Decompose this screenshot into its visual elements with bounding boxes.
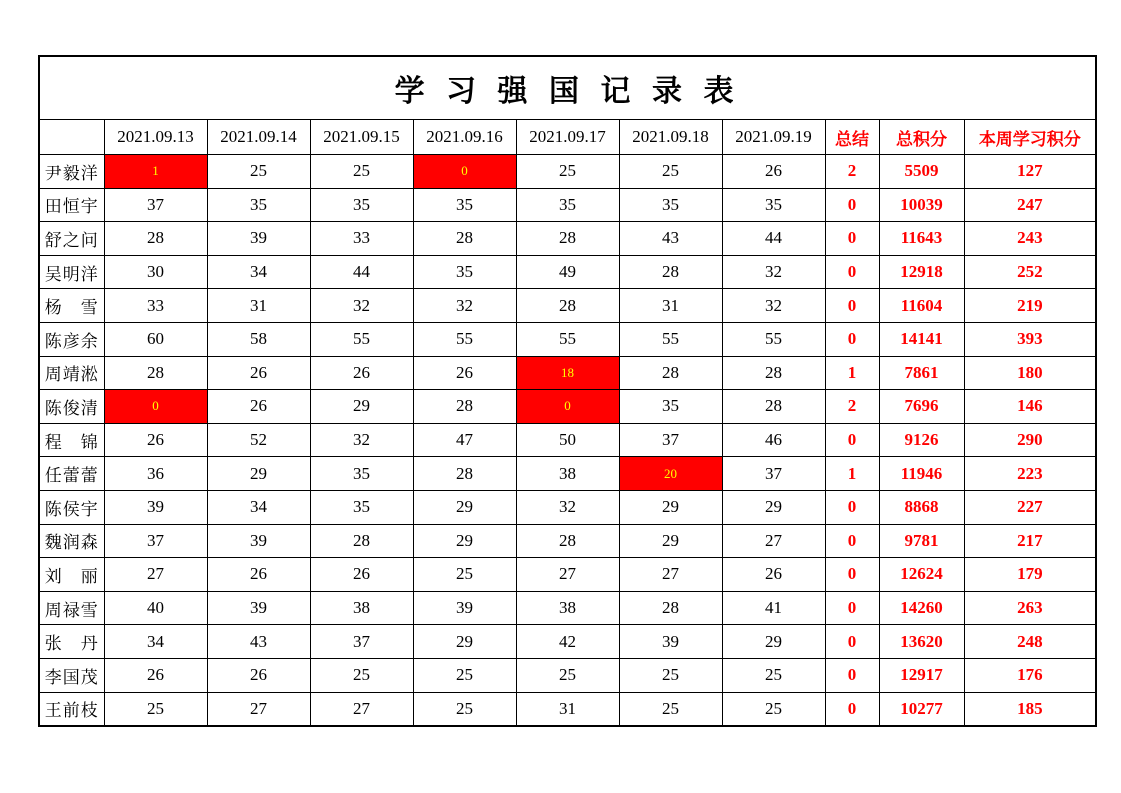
score-cell: 29 bbox=[413, 524, 516, 558]
total-points-value: 7861 bbox=[879, 356, 964, 390]
table-row bbox=[39, 390, 1096, 424]
table-row bbox=[39, 524, 1096, 558]
score-cell: 29 bbox=[413, 490, 516, 524]
week-points-value: 252 bbox=[964, 255, 1096, 289]
score-cell: 25 bbox=[722, 658, 825, 692]
person-name: 田恒宇 bbox=[39, 188, 104, 222]
table-row bbox=[39, 490, 1096, 524]
score-cell: 26 bbox=[104, 423, 207, 457]
score-cell: 26 bbox=[104, 658, 207, 692]
score-cell: 25 bbox=[516, 155, 619, 189]
score-cell: 27 bbox=[619, 558, 722, 592]
score-cell: 31 bbox=[619, 289, 722, 323]
score-cell: 39 bbox=[207, 591, 310, 625]
score-cell: 25 bbox=[207, 155, 310, 189]
score-cell: 35 bbox=[516, 188, 619, 222]
score-cell: 25 bbox=[619, 692, 722, 726]
score-cell: 50 bbox=[516, 423, 619, 457]
score-cell: 26 bbox=[722, 155, 825, 189]
score-cell: 35 bbox=[619, 188, 722, 222]
score-cell-highlighted: 20 bbox=[619, 457, 722, 491]
score-cell: 28 bbox=[619, 591, 722, 625]
score-cell: 25 bbox=[619, 155, 722, 189]
week-points-value: 176 bbox=[964, 658, 1096, 692]
table-row bbox=[39, 255, 1096, 289]
person-name: 王前枝 bbox=[39, 692, 104, 726]
score-cell: 34 bbox=[207, 490, 310, 524]
person-name: 陈侯宇 bbox=[39, 490, 104, 524]
summary-value: 0 bbox=[825, 558, 879, 592]
study-record-table bbox=[38, 55, 1097, 727]
score-cell: 32 bbox=[722, 255, 825, 289]
total-points-value: 10277 bbox=[879, 692, 964, 726]
date-header: 2021.09.15 bbox=[310, 120, 413, 155]
score-cell: 55 bbox=[619, 322, 722, 356]
score-cell: 37 bbox=[619, 423, 722, 457]
score-cell-highlighted: 0 bbox=[413, 155, 516, 189]
score-cell: 33 bbox=[310, 222, 413, 256]
score-cell: 27 bbox=[516, 558, 619, 592]
person-name: 陈俊清 bbox=[39, 390, 104, 424]
score-cell: 29 bbox=[619, 490, 722, 524]
table-row bbox=[39, 457, 1096, 491]
score-cell: 38 bbox=[310, 591, 413, 625]
score-cell: 25 bbox=[310, 658, 413, 692]
score-cell: 35 bbox=[310, 188, 413, 222]
score-cell: 25 bbox=[104, 692, 207, 726]
score-cell: 27 bbox=[310, 692, 413, 726]
summary-value: 2 bbox=[825, 155, 879, 189]
score-cell: 39 bbox=[619, 625, 722, 659]
table-row bbox=[39, 423, 1096, 457]
score-cell: 58 bbox=[207, 322, 310, 356]
score-cell: 55 bbox=[413, 322, 516, 356]
person-name: 李国茂 bbox=[39, 658, 104, 692]
summary-value: 2 bbox=[825, 390, 879, 424]
score-cell: 26 bbox=[207, 658, 310, 692]
score-cell: 55 bbox=[310, 322, 413, 356]
table-title: 学 习 强 国 记 录 表 bbox=[39, 56, 1096, 120]
week-points-value: 247 bbox=[964, 188, 1096, 222]
score-cell: 41 bbox=[722, 591, 825, 625]
score-cell: 25 bbox=[413, 692, 516, 726]
table-row bbox=[39, 289, 1096, 323]
score-cell: 40 bbox=[104, 591, 207, 625]
score-cell: 30 bbox=[104, 255, 207, 289]
score-cell: 29 bbox=[722, 490, 825, 524]
score-cell: 35 bbox=[413, 188, 516, 222]
person-name: 周靖淞 bbox=[39, 356, 104, 390]
summary-value: 0 bbox=[825, 658, 879, 692]
person-name: 刘 丽 bbox=[39, 558, 104, 592]
summary-value: 0 bbox=[825, 692, 879, 726]
summary-value: 0 bbox=[825, 423, 879, 457]
total-points-value: 9781 bbox=[879, 524, 964, 558]
date-header: 2021.09.19 bbox=[722, 120, 825, 155]
score-cell: 28 bbox=[516, 289, 619, 323]
score-cell: 42 bbox=[516, 625, 619, 659]
week-points-value: 393 bbox=[964, 322, 1096, 356]
summary-value: 0 bbox=[825, 322, 879, 356]
summary-value: 1 bbox=[825, 356, 879, 390]
score-cell: 37 bbox=[722, 457, 825, 491]
week-points-value: 223 bbox=[964, 457, 1096, 491]
total-points-value: 9126 bbox=[879, 423, 964, 457]
week-points-value: 290 bbox=[964, 423, 1096, 457]
score-cell: 27 bbox=[207, 692, 310, 726]
table-row bbox=[39, 692, 1096, 726]
score-cell: 28 bbox=[722, 390, 825, 424]
table-row bbox=[39, 188, 1096, 222]
score-cell: 28 bbox=[413, 222, 516, 256]
week-points-value: 217 bbox=[964, 524, 1096, 558]
score-cell: 37 bbox=[104, 188, 207, 222]
total-points-value: 7696 bbox=[879, 390, 964, 424]
score-cell: 28 bbox=[516, 524, 619, 558]
summary-value: 0 bbox=[825, 524, 879, 558]
table-row bbox=[39, 658, 1096, 692]
score-cell: 29 bbox=[310, 390, 413, 424]
person-name: 尹毅洋 bbox=[39, 155, 104, 189]
total-points-value: 10039 bbox=[879, 188, 964, 222]
score-cell: 32 bbox=[516, 490, 619, 524]
header-row bbox=[39, 120, 1096, 155]
score-cell: 55 bbox=[516, 322, 619, 356]
score-cell: 44 bbox=[722, 222, 825, 256]
total-points-value: 12917 bbox=[879, 658, 964, 692]
score-cell: 28 bbox=[413, 390, 516, 424]
score-cell: 32 bbox=[722, 289, 825, 323]
score-cell: 26 bbox=[207, 390, 310, 424]
score-cell: 26 bbox=[207, 356, 310, 390]
corner-cell bbox=[39, 120, 104, 155]
score-cell: 26 bbox=[310, 558, 413, 592]
title-row bbox=[39, 56, 1096, 120]
score-cell: 32 bbox=[310, 289, 413, 323]
date-header: 2021.09.17 bbox=[516, 120, 619, 155]
summary-value: 0 bbox=[825, 255, 879, 289]
table-body bbox=[39, 155, 1096, 727]
score-cell: 26 bbox=[310, 356, 413, 390]
total-points-value: 12918 bbox=[879, 255, 964, 289]
score-cell: 46 bbox=[722, 423, 825, 457]
summary-value: 0 bbox=[825, 625, 879, 659]
score-cell-highlighted: 1 bbox=[104, 155, 207, 189]
person-name: 任蕾蕾 bbox=[39, 457, 104, 491]
score-cell: 25 bbox=[722, 692, 825, 726]
week-points-value: 180 bbox=[964, 356, 1096, 390]
score-cell: 26 bbox=[722, 558, 825, 592]
score-cell: 31 bbox=[516, 692, 619, 726]
summary-value: 1 bbox=[825, 457, 879, 491]
summary-value: 0 bbox=[825, 289, 879, 323]
week-points-value: 219 bbox=[964, 289, 1096, 323]
summary-value: 0 bbox=[825, 490, 879, 524]
person-name: 魏润森 bbox=[39, 524, 104, 558]
score-cell: 29 bbox=[413, 625, 516, 659]
score-cell: 31 bbox=[207, 289, 310, 323]
score-cell: 47 bbox=[413, 423, 516, 457]
total-points-value: 5509 bbox=[879, 155, 964, 189]
total-points-value: 12624 bbox=[879, 558, 964, 592]
score-cell: 38 bbox=[516, 591, 619, 625]
date-header: 2021.09.16 bbox=[413, 120, 516, 155]
total-points-value: 8868 bbox=[879, 490, 964, 524]
score-cell: 25 bbox=[516, 658, 619, 692]
week-points-value: 179 bbox=[964, 558, 1096, 592]
score-cell: 28 bbox=[722, 356, 825, 390]
score-cell: 49 bbox=[516, 255, 619, 289]
week-points-value: 248 bbox=[964, 625, 1096, 659]
week-points-header: 本周学习积分 bbox=[964, 120, 1096, 155]
score-cell: 39 bbox=[104, 490, 207, 524]
score-cell: 35 bbox=[722, 188, 825, 222]
score-cell: 26 bbox=[413, 356, 516, 390]
score-cell: 26 bbox=[207, 558, 310, 592]
score-cell: 25 bbox=[413, 558, 516, 592]
score-cell: 35 bbox=[413, 255, 516, 289]
summary-value: 0 bbox=[825, 222, 879, 256]
date-header: 2021.09.14 bbox=[207, 120, 310, 155]
score-cell: 27 bbox=[722, 524, 825, 558]
score-cell: 32 bbox=[413, 289, 516, 323]
score-cell: 35 bbox=[310, 490, 413, 524]
score-cell-highlighted: 18 bbox=[516, 356, 619, 390]
week-points-value: 146 bbox=[964, 390, 1096, 424]
week-points-value: 185 bbox=[964, 692, 1096, 726]
table-row bbox=[39, 222, 1096, 256]
score-cell: 43 bbox=[619, 222, 722, 256]
score-cell: 27 bbox=[104, 558, 207, 592]
week-points-value: 227 bbox=[964, 490, 1096, 524]
table-row bbox=[39, 322, 1096, 356]
person-name: 周禄雪 bbox=[39, 591, 104, 625]
table-row bbox=[39, 591, 1096, 625]
person-name: 杨 雪 bbox=[39, 289, 104, 323]
date-header: 2021.09.18 bbox=[619, 120, 722, 155]
week-points-value: 243 bbox=[964, 222, 1096, 256]
score-cell: 25 bbox=[619, 658, 722, 692]
total-points-value: 14141 bbox=[879, 322, 964, 356]
score-cell: 34 bbox=[104, 625, 207, 659]
score-cell: 29 bbox=[722, 625, 825, 659]
score-cell: 28 bbox=[310, 524, 413, 558]
week-points-value: 263 bbox=[964, 591, 1096, 625]
score-cell: 35 bbox=[619, 390, 722, 424]
score-cell: 37 bbox=[104, 524, 207, 558]
score-cell: 29 bbox=[619, 524, 722, 558]
total-points-value: 14260 bbox=[879, 591, 964, 625]
score-cell: 28 bbox=[619, 255, 722, 289]
score-cell: 25 bbox=[413, 658, 516, 692]
table-row bbox=[39, 558, 1096, 592]
person-name: 舒之问 bbox=[39, 222, 104, 256]
score-cell: 35 bbox=[207, 188, 310, 222]
score-cell: 36 bbox=[104, 457, 207, 491]
table-row bbox=[39, 625, 1096, 659]
total-points-value: 11604 bbox=[879, 289, 964, 323]
table-row bbox=[39, 155, 1096, 189]
score-cell: 28 bbox=[516, 222, 619, 256]
score-cell: 28 bbox=[413, 457, 516, 491]
table-row bbox=[39, 356, 1096, 390]
score-cell: 28 bbox=[104, 222, 207, 256]
score-cell: 33 bbox=[104, 289, 207, 323]
score-cell: 55 bbox=[722, 322, 825, 356]
score-cell-highlighted: 0 bbox=[104, 390, 207, 424]
total-points-value: 11643 bbox=[879, 222, 964, 256]
score-cell: 38 bbox=[516, 457, 619, 491]
score-cell: 44 bbox=[310, 255, 413, 289]
date-header: 2021.09.13 bbox=[104, 120, 207, 155]
score-cell: 60 bbox=[104, 322, 207, 356]
score-cell: 39 bbox=[207, 222, 310, 256]
total-points-header: 总积分 bbox=[879, 120, 964, 155]
person-name: 张 丹 bbox=[39, 625, 104, 659]
score-cell: 52 bbox=[207, 423, 310, 457]
summary-value: 0 bbox=[825, 188, 879, 222]
score-cell: 43 bbox=[207, 625, 310, 659]
summary-header: 总结 bbox=[825, 120, 879, 155]
total-points-value: 13620 bbox=[879, 625, 964, 659]
score-cell: 35 bbox=[310, 457, 413, 491]
week-points-value: 127 bbox=[964, 155, 1096, 189]
score-cell: 39 bbox=[413, 591, 516, 625]
score-cell: 28 bbox=[619, 356, 722, 390]
person-name: 吴明洋 bbox=[39, 255, 104, 289]
study-record-table-wrap bbox=[38, 55, 1097, 727]
score-cell: 25 bbox=[310, 155, 413, 189]
total-points-value: 11946 bbox=[879, 457, 964, 491]
score-cell: 39 bbox=[207, 524, 310, 558]
person-name: 程 锦 bbox=[39, 423, 104, 457]
score-cell: 37 bbox=[310, 625, 413, 659]
score-cell-highlighted: 0 bbox=[516, 390, 619, 424]
summary-value: 0 bbox=[825, 591, 879, 625]
score-cell: 29 bbox=[207, 457, 310, 491]
score-cell: 32 bbox=[310, 423, 413, 457]
score-cell: 34 bbox=[207, 255, 310, 289]
score-cell: 28 bbox=[104, 356, 207, 390]
person-name: 陈彦余 bbox=[39, 322, 104, 356]
